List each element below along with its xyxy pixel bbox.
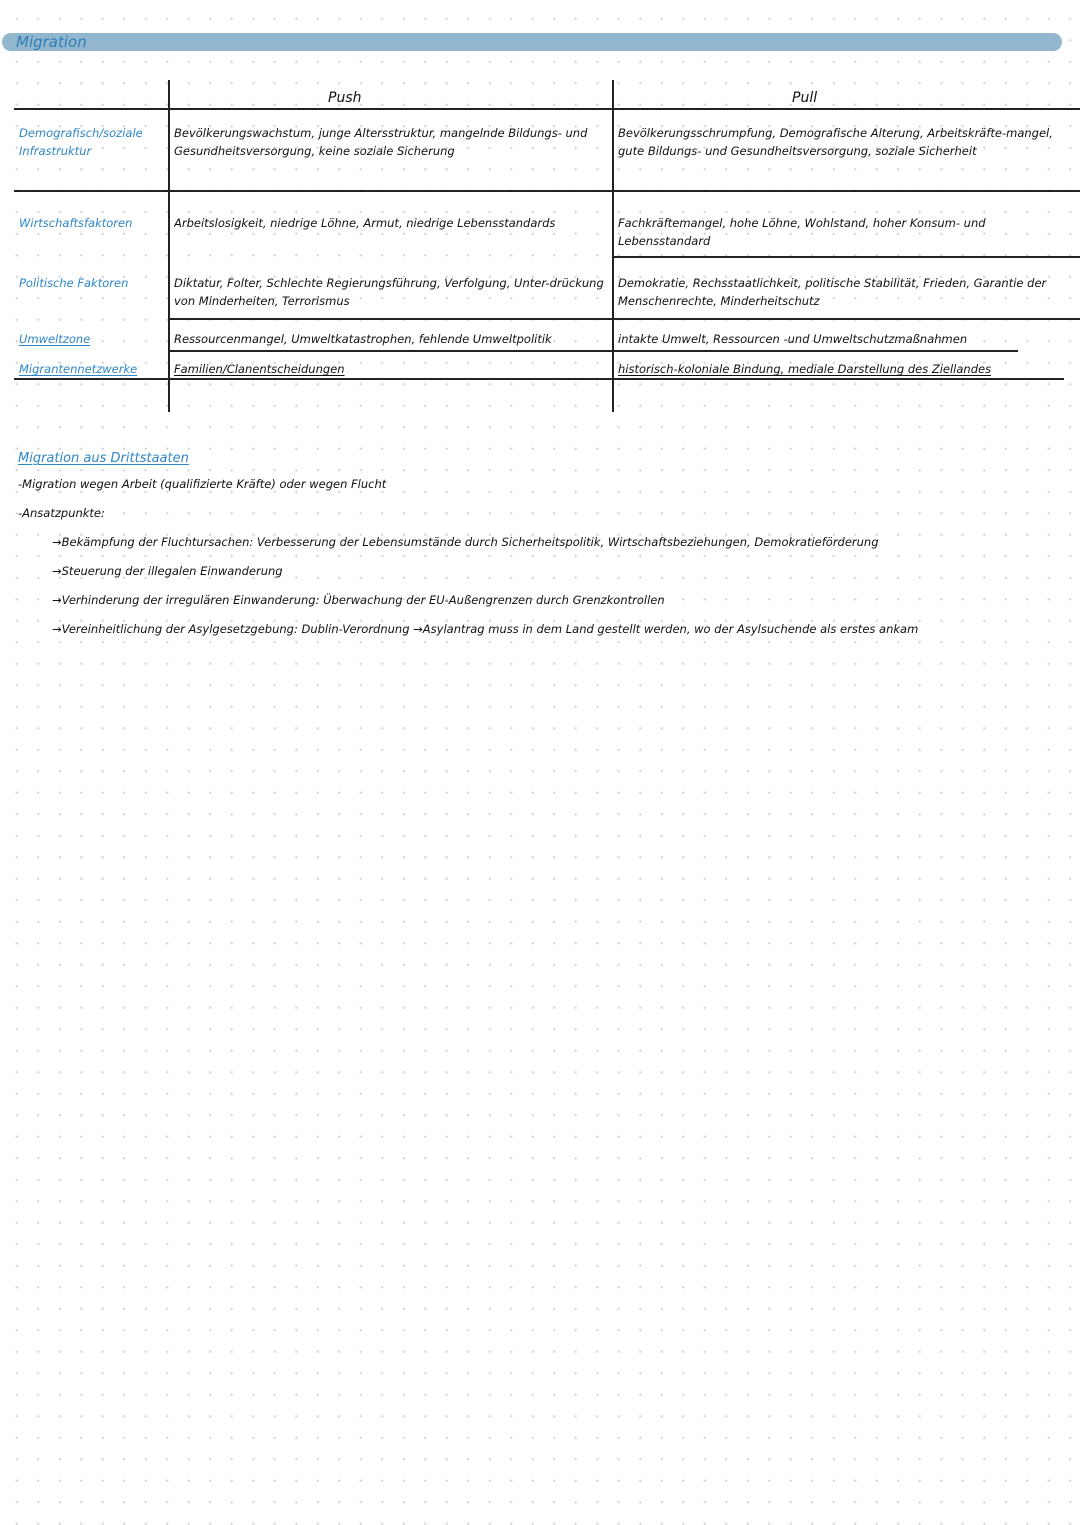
row-label-politik: Politische Faktoren bbox=[19, 276, 129, 290]
pull-cell-politik: Demokratie, Rechsstaatlichkeit, politische Stabilität, Frieden, Garantie der Menschenrechte, Minderheitschutz bbox=[618, 276, 1047, 308]
push-cell-umwelt: Ressourcenmangel, Umweltkatastrophen, fehlende Umweltpolitik bbox=[174, 332, 552, 346]
pull-column-header: Pull bbox=[792, 90, 818, 106]
row-label-netzwerke: Migrantennetzwerke bbox=[19, 362, 138, 376]
section-title: Migration aus Drittstaaten bbox=[18, 451, 189, 466]
push-pull-table bbox=[14, 80, 1080, 412]
push-cell-politik: Diktatur, Folter, Schlechte Regierungsführung, Verfolgung, Unter-drückung von Minderheiten, Terrorismus bbox=[174, 276, 604, 308]
row-label-demografisch: Demografisch/soziale Infrastruktur bbox=[19, 126, 143, 158]
page-title: Migration bbox=[16, 33, 87, 51]
table-divider-left bbox=[168, 80, 170, 412]
row-rule bbox=[168, 350, 1018, 352]
pull-cell-netzwerke: historisch-koloniale Bindung, mediale Darstellung des Ziellandes bbox=[618, 362, 992, 376]
ansatzpunkte-label: -Ansatzpunkte: bbox=[18, 506, 105, 520]
row-label-wirtschaft: Wirtschaftsfaktoren bbox=[19, 216, 133, 230]
row-rule bbox=[14, 378, 1064, 380]
list-item: →Steuerung der illegalen Einwanderung bbox=[52, 564, 283, 578]
pull-cell-umwelt: intakte Umwelt, Ressourcen -und Umweltschutzmaßnahmen bbox=[618, 332, 968, 346]
row-label-umwelt: Umweltzone bbox=[19, 332, 91, 346]
header-rule bbox=[14, 108, 1080, 110]
push-cell-netzwerke: Familien/Clanentscheidungen bbox=[174, 362, 345, 376]
row-rule bbox=[168, 318, 1080, 320]
row-rule bbox=[14, 190, 1080, 192]
pull-cell-wirtschaft: Fachkräftemangel, hohe Löhne, Wohlstand, hoher Konsum- und Lebensstandard bbox=[618, 216, 986, 248]
push-column-header: Push bbox=[328, 90, 362, 106]
pull-cell-demografisch: Bevölkerungsschrumpfung, Demografische Alterung, Arbeitskräfte-mangel, gute Bildungs- und Gesundheitsversorgung, soziale Sicherheit bbox=[618, 126, 1053, 158]
title-highlight-bar bbox=[2, 33, 1062, 51]
drittstaaten-section bbox=[18, 448, 1068, 644]
push-cell-demografisch: Bevölkerungswachstum, junge Altersstruktur, mangelnde Bildungs- und Gesundheitsversorgung, keine soziale Sicherung bbox=[174, 126, 588, 158]
push-cell-wirtschaft: Arbeitslosigkeit, niedrige Löhne, Armut, niedrige Lebensstandards bbox=[174, 216, 556, 230]
list-item: →Bekämpfung der Fluchtursachen: Verbesserung der Lebensumstände durch Sicherheitspolitik, Wirtschaftsbeziehungen, Demokratieförderung bbox=[52, 535, 879, 549]
list-item: →Vereinheitlichung der Asylgesetzgebung: Dublin-Verordnung →Asylantrag muss in dem Land gestellt werden, wo der Asylsuchende als erstes ankam bbox=[52, 622, 919, 636]
row-rule bbox=[612, 256, 1080, 258]
migration-reasons-line: -Migration wegen Arbeit (qualifizierte Kräfte) oder wegen Flucht bbox=[18, 477, 387, 491]
list-item: →Verhinderung der irregulären Einwanderung: Überwachung der EU-Außengrenzen durch Grenzkontrollen bbox=[52, 593, 665, 607]
